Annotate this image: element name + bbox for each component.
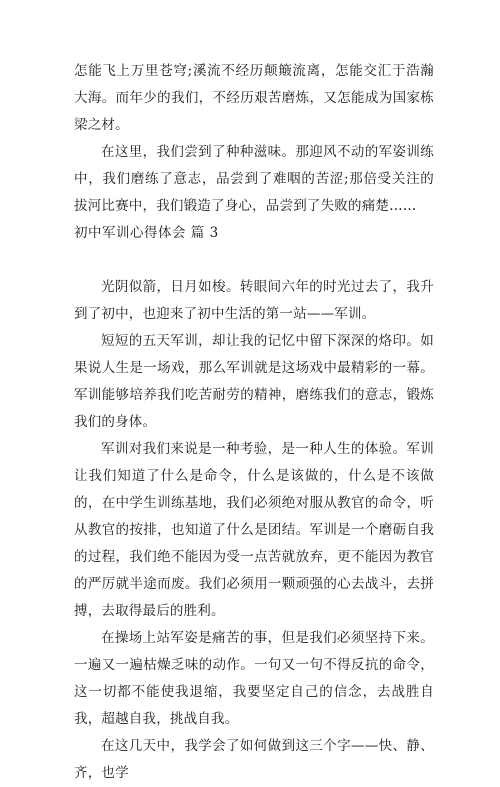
paragraph: 在操场上站军姿是痛苦的事，但是我们必须坚持下来。一遍又一遍枯燥乏味的动作。一句又一句不得反抗的命令，这一切都不能使我退缩，我要坚定自己的信念，去战胜自我，超越自我，挑战自我。 — [74, 630, 434, 727]
paragraph-continued: 怎能飞上万里苍穹;溪流不经历颠簸流离，怎能交汇于浩瀚大海。而年少的我们，不经历艰苦磨炼，又怎能成为国家栋梁之材。 — [74, 63, 434, 133]
paragraph: 在这里，我们尝到了种种滋味。那迎风不动的军姿训练中，我们磨练了意志，品尝到了难咽的苦涩;那倍受关注的拔河比赛中，我们锻造了身心，品尝到了失败的痛楚…… — [74, 144, 434, 214]
document-page — [74, 58, 434, 787]
section-heading: 初中军训心得体会 篇 3 — [74, 225, 219, 241]
paragraph: 在这几天中，我学会了如何做到这三个字——快、静、齐，也学 — [74, 738, 434, 781]
paragraph: 光阴似箭，日月如梭。转眼间六年的时光过去了，我升到了初中，也迎来了初中生活的第一站——军训。 — [74, 279, 434, 322]
paragraph: 短短的五天军训，却让我的记忆中留下深深的烙印。如果说人生是一场戏，那么军训就是这场戏中最精彩的一幕。军训能够培养我们吃苦耐劳的精神，磨练我们的意志，锻炼我们的身体。 — [74, 333, 434, 430]
spacer — [74, 247, 434, 274]
paragraph: 军训对我们来说是一种考验，是一种人生的体验。军训让我们知道了什么是命令，什么是该做的，什么是不该做的，在中学生训练基地，我们必须绝对服从教官的命令，听从教官的按排，也知道了什么是团结。军训是一个磨砺自我的过程，我们绝不能因为受一点苦就放弃，更不能因为教官的严厉就半途而废。我们必须用一颗顽强的心去战斗，去拼搏，去取得最后的胜利。 — [74, 441, 434, 619]
